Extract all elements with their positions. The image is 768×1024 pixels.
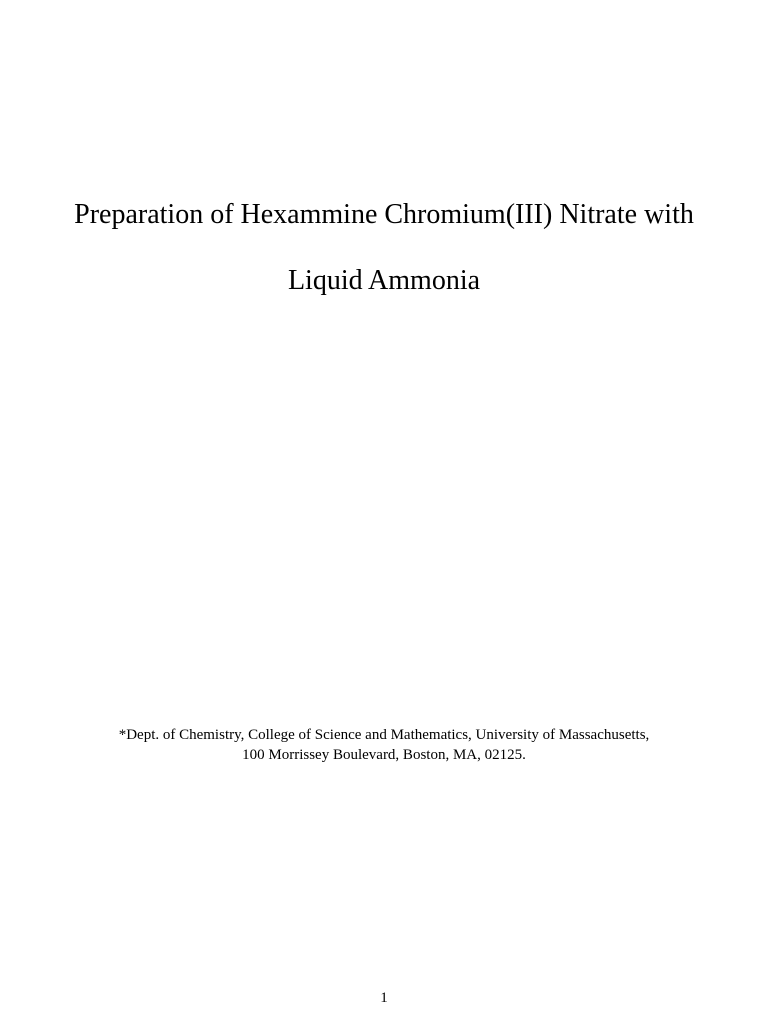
affiliation-line-1: *Dept. of Chemistry, College of Science and Mathematics, University of Massachusetts,	[118, 727, 650, 743]
document-title	[0, 198, 768, 298]
title-line-1: Preparation of Hexammine Chromium(III) Nitrate with	[74, 199, 694, 230]
author-affiliation	[0, 725, 768, 765]
affiliation-line-2: 100 Morrissey Boulevard, Boston, MA, 02125.	[242, 747, 526, 763]
page-number: 1	[380, 990, 388, 1006]
title-line-2: Liquid Ammonia	[287, 265, 481, 296]
